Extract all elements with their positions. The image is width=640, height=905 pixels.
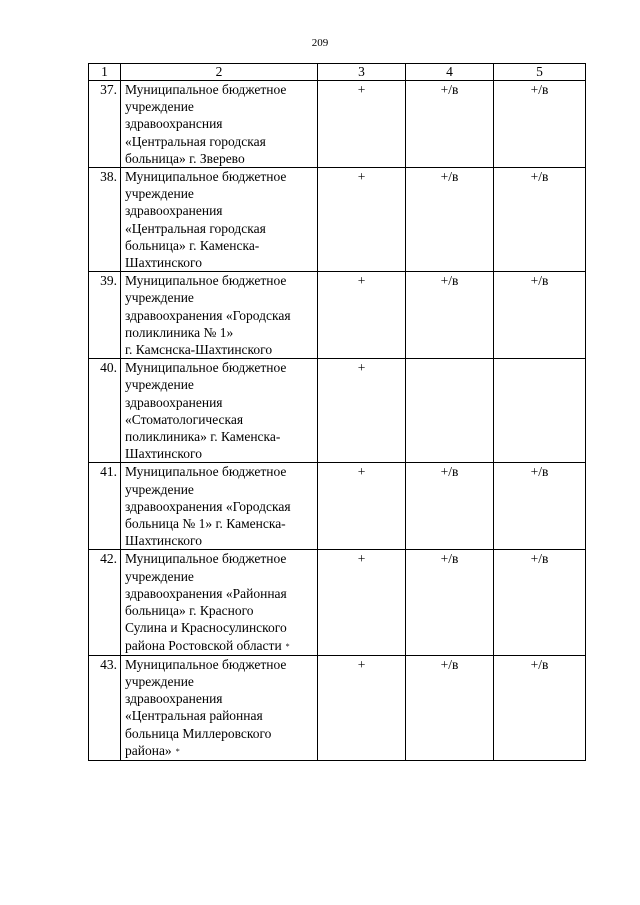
institution-name-text: «Центральная городская xyxy=(125,133,266,149)
institution-name-text: здравоохранения xyxy=(125,394,223,410)
institution-name xyxy=(121,463,318,550)
row-number: 38. xyxy=(89,168,121,272)
mark-column-3: + xyxy=(318,463,406,550)
institution-name-text: здравоохранения «Районная xyxy=(125,585,287,601)
institution-name-line xyxy=(125,289,315,306)
footnote-mark: * xyxy=(285,641,290,651)
institution-name xyxy=(121,550,318,655)
institution-name-text: Шахтинского xyxy=(125,446,202,462)
institution-name-line xyxy=(125,619,315,636)
institution-name xyxy=(121,655,318,760)
table-row xyxy=(89,655,586,760)
institution-name-text: здравоохранения «Городская xyxy=(125,498,291,514)
institution-name-line xyxy=(125,690,315,707)
mark-column-5: +/в xyxy=(494,463,586,550)
row-number: 41. xyxy=(89,463,121,550)
institution-name-line xyxy=(125,498,315,515)
institution-name-text: Сулина и Красносулинского xyxy=(125,620,287,636)
institution-name-line xyxy=(125,133,315,150)
mark-column-5: +/в xyxy=(494,550,586,655)
institution-name-text: учреждение xyxy=(125,290,194,306)
institution-name-text: Муниципальное бюджетное xyxy=(125,82,287,97)
mark-column-3: + xyxy=(318,81,406,168)
institution-name-text: больница» г. Красного xyxy=(125,603,254,619)
table-header-row xyxy=(89,64,586,81)
table-body xyxy=(89,81,586,761)
institution-name-line xyxy=(125,673,315,690)
institution-name-line xyxy=(125,168,315,185)
institution-name-line xyxy=(125,515,315,532)
institution-name-text: больница» г. Каменска- xyxy=(125,237,260,253)
institutions-table xyxy=(88,63,586,761)
mark-column-4: +/в xyxy=(406,463,494,550)
mark-column-4: +/в xyxy=(406,168,494,272)
row-number: 39. xyxy=(89,272,121,359)
institution-name-text: поликлиника» г. Каменска- xyxy=(125,429,281,445)
mark-column-3: + xyxy=(318,550,406,655)
institution-name-line xyxy=(125,237,315,254)
mark-column-4: +/в xyxy=(406,272,494,359)
institution-name-line xyxy=(125,637,315,655)
institution-name-text: учреждение xyxy=(125,481,194,497)
institution-name xyxy=(121,168,318,272)
institution-name-text: района Ростовской области xyxy=(125,637,282,653)
institution-name-text: здравоохранения xyxy=(125,203,223,219)
mark-column-3: + xyxy=(318,359,406,463)
column-header-2: 2 xyxy=(121,64,318,81)
institution-name-line xyxy=(125,742,315,760)
institution-name-line xyxy=(125,656,315,673)
column-header-3: 3 xyxy=(318,64,406,81)
institution-name xyxy=(121,359,318,463)
institution-name-text: «Центральная городская xyxy=(125,220,266,236)
mark-column-4: +/в xyxy=(406,655,494,760)
row-number: 37. xyxy=(89,81,121,168)
mark-column-5: +/в xyxy=(494,655,586,760)
institution-name-text: поликлиника № 1» xyxy=(125,324,234,340)
institution-name-line xyxy=(125,411,315,428)
institution-name-line xyxy=(125,307,315,324)
institution-name-line xyxy=(125,602,315,619)
institution-name-line xyxy=(125,324,315,341)
column-header-1: 1 xyxy=(89,64,121,81)
institution-name-text: Муниципальное бюджетное xyxy=(125,551,287,567)
institution-name-text: учреждение xyxy=(125,673,194,689)
institution-name-text: Муниципальное бюджетное xyxy=(125,273,287,289)
institution-name-line xyxy=(125,481,315,498)
footnote-mark: * xyxy=(175,746,180,756)
institution-name-line xyxy=(125,532,315,549)
column-header-4: 4 xyxy=(406,64,494,81)
table-row xyxy=(89,463,586,550)
institution-name-line xyxy=(125,394,315,411)
mark-column-4: +/в xyxy=(406,550,494,655)
table-row xyxy=(89,359,586,463)
row-number: 43. xyxy=(89,655,121,760)
institution-name-text: учреждение xyxy=(125,99,194,115)
mark-column-4: +/в xyxy=(406,81,494,168)
institution-name-text: здравоохранения «Городская xyxy=(125,307,291,323)
table-row xyxy=(89,168,586,272)
column-header-5: 5 xyxy=(494,64,586,81)
mark-column-5: +/в xyxy=(494,168,586,272)
mark-column-3: + xyxy=(318,655,406,760)
institution-name-text: «Центральная районная xyxy=(125,708,263,724)
institution-name-text: Шахтинского xyxy=(125,255,202,271)
row-number: 40. xyxy=(89,359,121,463)
institution-name-text: учреждение xyxy=(125,377,194,393)
institution-name-line xyxy=(125,150,315,167)
institution-name-text: больница Миллеровского xyxy=(125,725,272,741)
mark-column-4 xyxy=(406,359,494,463)
mark-column-3: + xyxy=(318,168,406,272)
institution-name-line xyxy=(125,463,315,480)
institution-name-text: учреждение xyxy=(125,568,194,584)
institution-name-text: больница» г. Зверево xyxy=(125,150,245,166)
table-row xyxy=(89,272,586,359)
institution-name-line xyxy=(125,220,315,237)
institution-name-text: района» xyxy=(125,742,172,758)
institution-name-text: Муниципальное бюджетное xyxy=(125,464,287,480)
table-row xyxy=(89,550,586,655)
institution-name-text: больница № 1» г. Каменска- xyxy=(125,516,286,532)
institution-name-text: г. Камснска-Шахтинского xyxy=(125,342,273,358)
institution-name-line xyxy=(125,341,315,358)
institution-name-line xyxy=(125,445,315,462)
institution-name-line xyxy=(125,550,315,567)
institution-name-text: учреждение xyxy=(125,186,194,202)
institution-name-line xyxy=(125,376,315,393)
institution-name-line xyxy=(125,254,315,271)
institution-name-text: «Стоматологическая xyxy=(125,411,244,427)
mark-column-5: +/в xyxy=(494,272,586,359)
institution-name-text: Муниципальное бюджетное xyxy=(125,169,287,185)
institution-name-line xyxy=(125,272,315,289)
institution-name-line xyxy=(125,568,315,585)
institution-name-line xyxy=(125,81,315,98)
institution-name xyxy=(121,272,318,359)
institution-name-line xyxy=(125,585,315,602)
institution-name-text: Муниципальное бюджетное xyxy=(125,656,287,672)
institution-name-line xyxy=(125,707,315,724)
institution-name xyxy=(121,81,318,168)
institution-name-text: здравоохрансния xyxy=(125,116,223,132)
institution-name-line xyxy=(125,115,315,132)
institution-name-line xyxy=(125,725,315,742)
mark-column-5 xyxy=(494,359,586,463)
institution-name-line xyxy=(125,428,315,445)
page-number: 209 xyxy=(311,37,329,49)
institution-name-line xyxy=(125,185,315,202)
institution-name-text: здравоохранения xyxy=(125,691,223,707)
institution-name-text: Муниципальное бюджетное xyxy=(125,360,287,376)
table-row xyxy=(89,81,586,168)
mark-column-5: +/в xyxy=(494,81,586,168)
row-number: 42. xyxy=(89,550,121,655)
institution-name-text: Шахтинского xyxy=(125,533,202,549)
institution-name-line xyxy=(125,359,315,376)
institution-name-line xyxy=(125,98,315,115)
mark-column-3: + xyxy=(318,272,406,359)
institution-name-line xyxy=(125,202,315,219)
